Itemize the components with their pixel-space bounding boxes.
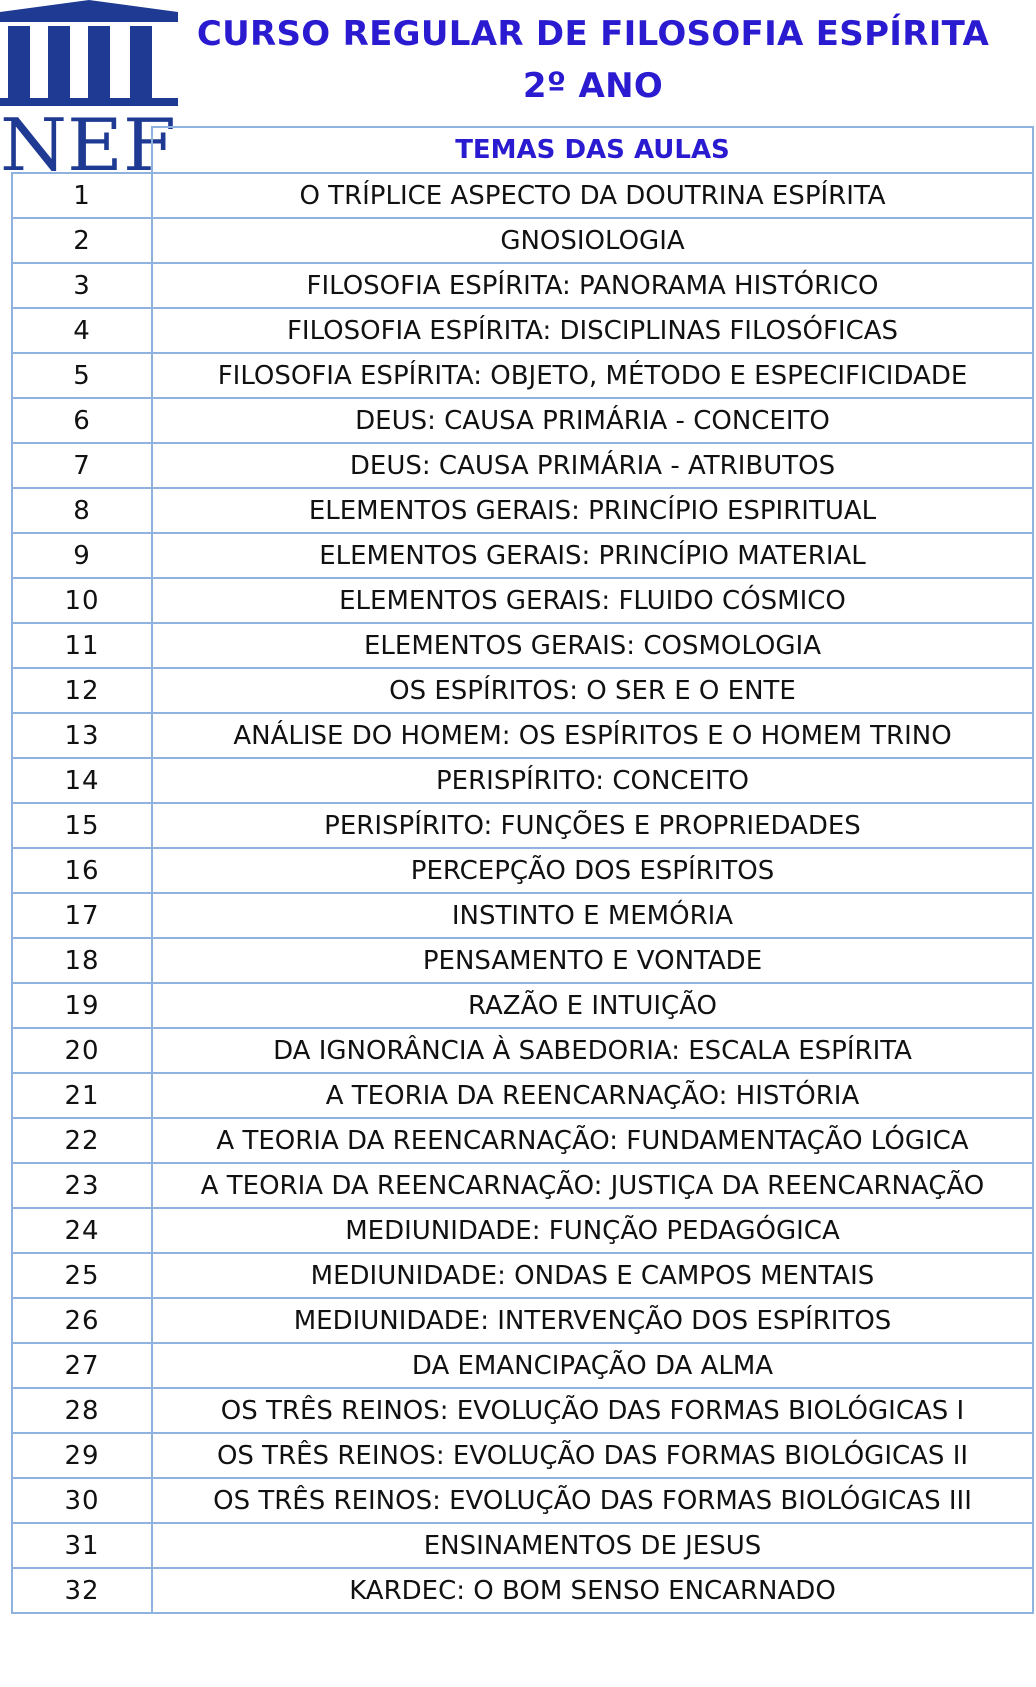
lesson-topic: ELEMENTOS GERAIS: COSMOLOGIA [152,623,1033,668]
table-row [12,1298,1033,1343]
lesson-topic: OS TRÊS REINOS: EVOLUÇÃO DAS FORMAS BIOLÓGICAS I [152,1388,1033,1433]
lesson-topic: PERISPÍRITO: CONCEITO [152,758,1033,803]
lesson-number: 2 [12,218,152,263]
table-row [12,173,1033,218]
lesson-number: 30 [12,1478,152,1523]
lesson-number: 5 [12,353,152,398]
lesson-topic: ANÁLISE DO HOMEM: OS ESPÍRITOS E O HOMEM TRINO [152,713,1033,758]
table-row [12,1568,1033,1613]
lesson-number: 23 [12,1163,152,1208]
lesson-number: 26 [12,1298,152,1343]
table-row [12,1118,1033,1163]
blank-header-cell [12,127,152,173]
lesson-number: 19 [12,983,152,1028]
lesson-number: 9 [12,533,152,578]
lesson-number: 10 [12,578,152,623]
lesson-number: 14 [12,758,152,803]
lesson-topic: OS ESPÍRITOS: O SER E O ENTE [152,668,1033,713]
table-row [12,488,1033,533]
page-title [178,8,1008,112]
lesson-number: 18 [12,938,152,983]
table-row [12,713,1033,758]
lesson-topic: A TEORIA DA REENCARNAÇÃO: FUNDAMENTAÇÃO LÓGICA [152,1118,1033,1163]
lesson-topic: DEUS: CAUSA PRIMÁRIA - ATRIBUTOS [152,443,1033,488]
lesson-number: 15 [12,803,152,848]
lesson-topic: OS TRÊS REINOS: EVOLUÇÃO DAS FORMAS BIOLÓGICAS III [152,1478,1033,1523]
lesson-topic: PERCEPÇÃO DOS ESPÍRITOS [152,848,1033,893]
lesson-number: 13 [12,713,152,758]
lesson-topic: MEDIUNIDADE: INTERVENÇÃO DOS ESPÍRITOS [152,1298,1033,1343]
lesson-topic: MEDIUNIDADE: FUNÇÃO PEDAGÓGICA [152,1208,1033,1253]
table-row [12,578,1033,623]
table-row [12,803,1033,848]
lesson-number: 16 [12,848,152,893]
lesson-number: 3 [12,263,152,308]
table-row [12,1208,1033,1253]
lesson-number: 1 [12,173,152,218]
table-row [12,623,1033,668]
table-row [12,758,1033,803]
lesson-number: 4 [12,308,152,353]
table-header-row [12,127,1033,173]
lesson-topic: O TRÍPLICE ASPECTO DA DOUTRINA ESPÍRITA [152,173,1033,218]
table-row [12,1478,1033,1523]
lesson-topic: ENSINAMENTOS DE JESUS [152,1523,1033,1568]
lesson-number: 11 [12,623,152,668]
table-row [12,893,1033,938]
lesson-topic: INSTINTO E MEMÓRIA [152,893,1033,938]
lesson-number: 8 [12,488,152,533]
title-line-course: CURSO REGULAR DE FILOSOFIA ESPÍRITA [196,14,990,54]
table-row [12,983,1033,1028]
topics-header: TEMAS DAS AULAS [152,127,1033,173]
table-row [12,848,1033,893]
lesson-topic: PENSAMENTO E VONTADE [152,938,1033,983]
table-row [12,1388,1033,1433]
lesson-topic: OS TRÊS REINOS: EVOLUÇÃO DAS FORMAS BIOLÓGICAS II [152,1433,1033,1478]
lesson-topic: MEDIUNIDADE: ONDAS E CAMPOS MENTAIS [152,1253,1033,1298]
lesson-topic: KARDEC: O BOM SENSO ENCARNADO [152,1568,1033,1613]
table-row [12,1253,1033,1298]
table-row [12,1028,1033,1073]
table-row [12,668,1033,713]
lesson-topic: RAZÃO E INTUIÇÃO [152,983,1033,1028]
topics-table [11,126,1034,1614]
table-row [12,353,1033,398]
lesson-topic: DEUS: CAUSA PRIMÁRIA - CONCEITO [152,398,1033,443]
lesson-topic: PERISPÍRITO: FUNÇÕES E PROPRIEDADES [152,803,1033,848]
table-row [12,1343,1033,1388]
lesson-topic: ELEMENTOS GERAIS: PRINCÍPIO MATERIAL [152,533,1033,578]
lesson-number: 27 [12,1343,152,1388]
lesson-topic: FILOSOFIA ESPÍRITA: OBJETO, MÉTODO E ESPECIFICIDADE [152,353,1033,398]
lesson-topic: DA EMANCIPAÇÃO DA ALMA [152,1343,1033,1388]
lesson-topic: GNOSIOLOGIA [152,218,1033,263]
lesson-number: 6 [12,398,152,443]
table-row [12,1163,1033,1208]
lesson-topic: ELEMENTOS GERAIS: PRINCÍPIO ESPIRITUAL [152,488,1033,533]
lesson-number: 12 [12,668,152,713]
table-row [12,938,1033,983]
table-row [12,308,1033,353]
lesson-topic: ELEMENTOS GERAIS: FLUIDO CÓSMICO [152,578,1033,623]
table-row [12,1073,1033,1118]
lesson-topic: A TEORIA DA REENCARNAÇÃO: HISTÓRIA [152,1073,1033,1118]
lesson-number: 21 [12,1073,152,1118]
title-line-year: 2º ANO [522,66,664,106]
lesson-number: 31 [12,1523,152,1568]
topics-body [12,173,1033,1613]
lesson-topic: DA IGNORÂNCIA À SABEDORIA: ESCALA ESPÍRITA [152,1028,1033,1073]
lesson-number: 25 [12,1253,152,1298]
table-row [12,533,1033,578]
lesson-number: 17 [12,893,152,938]
lesson-number: 32 [12,1568,152,1613]
lesson-topic: FILOSOFIA ESPÍRITA: DISCIPLINAS FILOSÓFICAS [152,308,1033,353]
table-row [12,443,1033,488]
table-row [12,1523,1033,1568]
lesson-number: 20 [12,1028,152,1073]
lesson-topic: A TEORIA DA REENCARNAÇÃO: JUSTIÇA DA REENCARNAÇÃO [152,1163,1033,1208]
logo-text: NEF [0,103,176,172]
lesson-number: 28 [12,1388,152,1433]
table-row [12,218,1033,263]
lesson-topic: FILOSOFIA ESPÍRITA: PANORAMA HISTÓRICO [152,263,1033,308]
lesson-number: 24 [12,1208,152,1253]
lesson-number: 22 [12,1118,152,1163]
table-row [12,263,1033,308]
lesson-number: 7 [12,443,152,488]
table-row [12,398,1033,443]
table-row [12,1433,1033,1478]
lesson-number: 29 [12,1433,152,1478]
